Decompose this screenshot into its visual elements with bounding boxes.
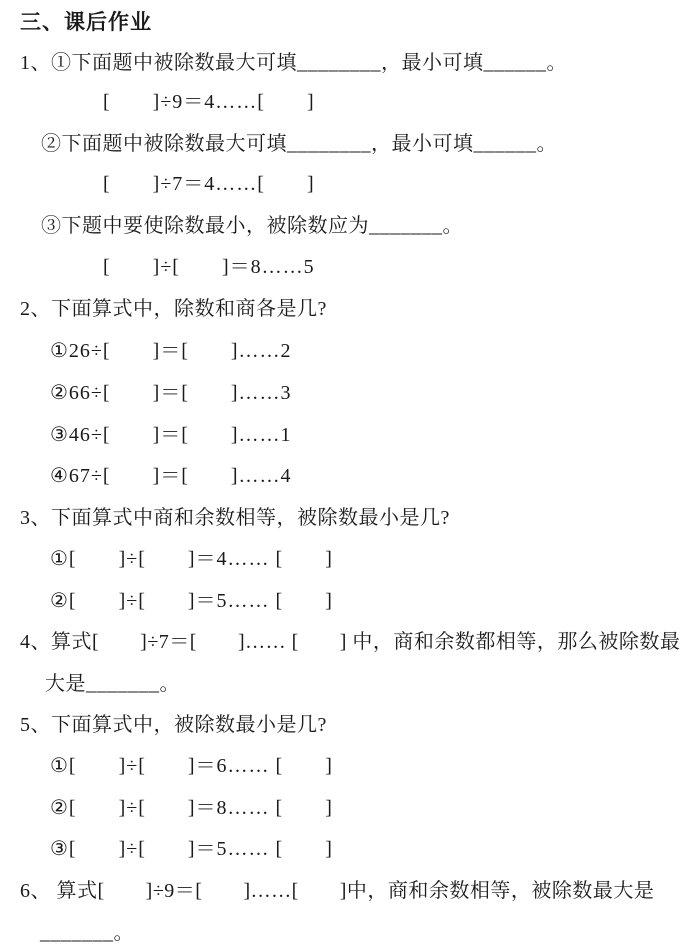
q3-item1: ①[ ]÷[ ]＝4…… [ ] (50, 548, 333, 570)
q1-part1-text: 1、①下面题中被除数最大可填________，最小可填______。 (20, 52, 567, 74)
q5-text: 5、下面算式中，被除数最小是几? (20, 714, 327, 736)
q1-part3-text: ③下题中要使除数最小，被除数应为_______。 (41, 215, 463, 237)
q1-part1-formula: [ ]÷9＝4……[ ] (103, 91, 315, 113)
q2-item2: ②66÷[ ]＝[ ]……3 (50, 382, 292, 404)
q6-line2: _______。 (40, 922, 134, 944)
q2-text: 2、下面算式中，除数和商各是几? (20, 298, 327, 320)
q1-part2-text: ②下面题中被除数最大可填________，最小可填______。 (41, 133, 557, 155)
q4-line2: 大是_______。 (45, 673, 180, 695)
q2-item3: ③46÷[ ]＝[ ]……1 (50, 424, 292, 446)
q5-item2: ②[ ]÷[ ]＝8…… [ ] (50, 797, 333, 819)
q4-line1: 4、算式[ ]÷7＝[ ]…… [ ] 中，商和余数都相等，那么被除数最 (20, 631, 681, 653)
q1-part2-formula: [ ]÷7＝4……[ ] (103, 173, 315, 195)
q1-part3-formula: [ ]÷[ ]＝8……5 (103, 256, 315, 278)
q2-item1: ①26÷[ ]＝[ ]……2 (50, 340, 292, 362)
q2-item4: ④67÷[ ]＝[ ]……4 (50, 465, 292, 487)
worksheet-title: 三、课后作业 (20, 10, 152, 34)
q3-item2: ②[ ]÷[ ]＝5…… [ ] (50, 590, 333, 612)
q3-text: 3、下面算式中商和余数相等，被除数最小是几? (20, 507, 450, 529)
q6-line1: 6、 算式[ ]÷9＝[ ]……[ ]中，商和余数相等，被除数最大是 (20, 880, 655, 902)
q5-item3: ③[ ]÷[ ]＝5…… [ ] (50, 838, 333, 860)
q5-item1: ①[ ]÷[ ]＝6…… [ ] (50, 755, 333, 777)
